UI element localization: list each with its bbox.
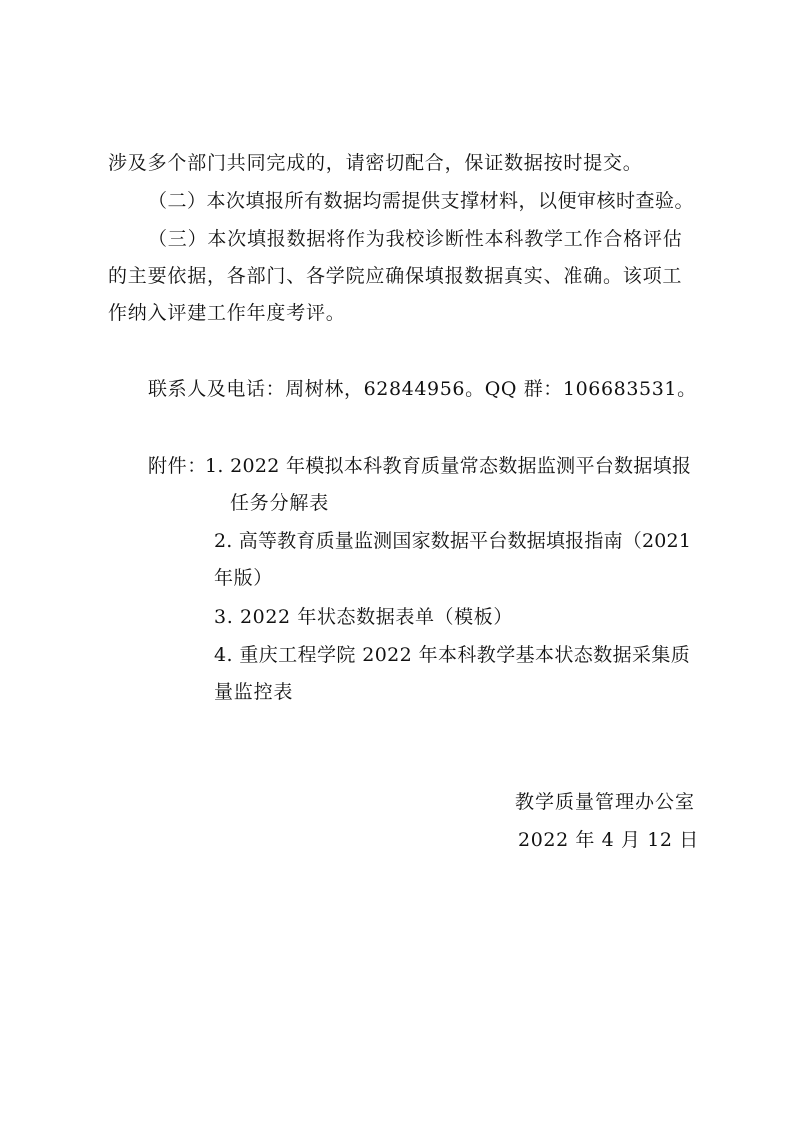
- attachment-item-2-line-1: 2. 高等教育质量监测国家数据平台数据填报指南（2021: [214, 530, 692, 552]
- attachment-item-3-line-1: 3. 2022 年状态数据表单（模板）: [214, 606, 513, 628]
- attachment-item-1-line-2: 任务分解表: [230, 492, 330, 514]
- signature-date: 2022 年 4 月 12 日: [518, 829, 699, 851]
- attachment-item-2-line-2: 年版）: [214, 567, 273, 589]
- attachment-item-4-line-2: 量监控表: [214, 681, 294, 703]
- attachment-item-1-line-1: 1. 2022 年模拟本科教育质量常态数据监测平台数据填报: [205, 455, 692, 477]
- attachments-label: 附件：: [148, 455, 207, 477]
- paragraph-continuation: 涉及多个部门共同完成的，请密切配合，保证数据按时提交。: [108, 152, 643, 174]
- attachment-item-4-line-1: 4. 重庆工程学院 2022 年本科教学基本状态数据采集质: [214, 644, 691, 666]
- signature-department: 教学质量管理办公室: [514, 791, 695, 813]
- paragraph-item-3-line-1: （三）本次填报数据将作为我校诊断性本科教学工作合格评估: [148, 228, 683, 250]
- paragraph-item-3-line-2: 的主要依据，各部门、各学院应确保填报数据真实、准确。该项工: [108, 265, 683, 287]
- paragraph-item-3-line-3: 作纳入评建工作年度考评。: [108, 302, 346, 324]
- paragraph-item-2: （二）本次填报所有数据均需提供支撑材料，以便审核时查验。: [148, 190, 695, 212]
- contact-line: 联系人及电话：周树林，62844956。QQ 群：106683531。: [148, 378, 697, 400]
